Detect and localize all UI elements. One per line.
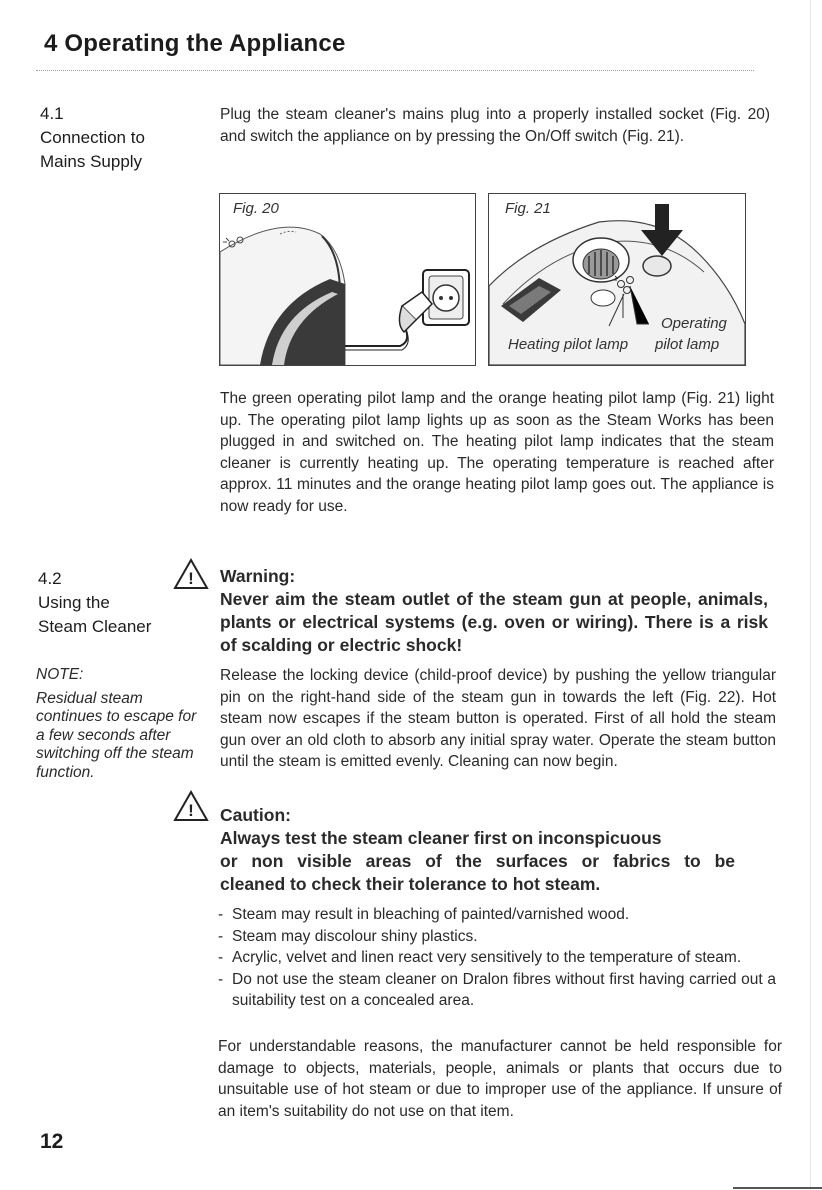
release-instructions: Release the locking device (child-proof device) by pushing the yellow triangular pin on the right-hand side of the steam gun in towards the left (Fig. 22). Hot steam now escapes if the steam button is operated. First of all hold the steam gun over an old cloth to absorb any initial spray water. Operate the steam button until the steam is emitted evenly. Cleaning can now begin. xyxy=(220,667,776,771)
section-number: 4.1 xyxy=(40,104,64,123)
liability-disclaimer: For understandable reasons, the manufacturer cannot be held responsible for damage to objects, materials, people, animals or plants that occurs due to unsuitable use of hot steam or due to improper use of the appliance. If unsure of an item's suitability do not use on that item. xyxy=(218,1038,782,1120)
note-label: NOTE: xyxy=(36,666,84,683)
operating-lamp-caption-line2: pilot lamp xyxy=(655,336,720,353)
note-block xyxy=(36,666,201,782)
section-title-line: Mains Supply xyxy=(40,152,143,171)
section-4-1-heading xyxy=(40,102,145,174)
svg-text:!: ! xyxy=(188,801,194,820)
section-title-line: Connection to xyxy=(40,128,145,147)
scan-bottom-edge xyxy=(733,1187,822,1189)
caution-line: Always test the steam cleaner first on inconspicuous xyxy=(220,828,662,848)
heating-lamp-caption: Heating pilot lamp xyxy=(508,336,629,353)
heading-divider xyxy=(36,70,754,71)
scan-margin-line xyxy=(810,0,811,1190)
note-text: Residual steam continues to escape for a few seconds after switching off the steam function. xyxy=(36,689,197,781)
caution-bullet-list xyxy=(218,904,776,1012)
caution-block xyxy=(220,827,735,896)
warning-label: Warning: xyxy=(220,566,296,586)
figure-label: Fig. 20 xyxy=(233,200,279,217)
caution-label: Caution: xyxy=(220,805,291,825)
caution-triangle-icon xyxy=(173,790,209,822)
section-title-line: Steam Cleaner xyxy=(38,617,152,636)
pilot-lamp-description: The green operating pilot lamp and the orange heating pilot lamp (Fig. 21) light up. The operating pilot lamp lights up as soon as the Steam Works has been plugged in and switched on. The heating pilot lamp indicates that the steam cleaner is currently heating up. The operating temperature is reached after approx. 11 minutes and the orange heating pilot lamp goes out. The appliance is now ready for use. xyxy=(220,390,774,515)
figure-20 xyxy=(219,193,476,366)
section-number: 4.2 xyxy=(38,569,62,588)
section-4-2-heading xyxy=(38,567,151,639)
page-number: 12 xyxy=(40,1130,64,1153)
figure-21 xyxy=(488,193,746,366)
warning-text: Never aim the steam outlet of the steam gun at people, animals, plants or electrical systems (e.g. oven or wiring). There is a risk of scalding or electric shock! xyxy=(220,589,768,655)
list-item: - Do not use the steam cleaner on Dralon fibres without first having carried out a suitability test on a concealed area. xyxy=(218,969,776,1012)
warning-triangle-icon xyxy=(173,558,209,590)
caution-line: cleaned to check their tolerance to hot steam. xyxy=(220,874,601,894)
figure-label: Fig. 21 xyxy=(505,200,551,217)
list-item: - Steam may result in bleaching of painted/varnished wood. xyxy=(218,904,776,926)
list-item: - Acrylic, velvet and linen react very sensitively to the temperature of steam. xyxy=(218,947,776,969)
page-heading: 4 Operating the Appliance xyxy=(44,30,346,57)
section-title-line: Using the xyxy=(38,593,110,612)
list-item: - Steam may discolour shiny plastics. xyxy=(218,926,776,948)
plug-socket-illustration xyxy=(220,194,475,365)
operating-lamp-caption: Operating xyxy=(661,315,727,332)
connection-intro: Plug the steam cleaner's mains plug into a properly installed socket (Fig. 20) and switch the appliance on by pressing the On/Off switch (Fig. 21). xyxy=(220,106,770,145)
svg-text:!: ! xyxy=(188,569,194,588)
caution-line: or non visible areas of the surfaces or fabrics to be xyxy=(220,851,735,871)
